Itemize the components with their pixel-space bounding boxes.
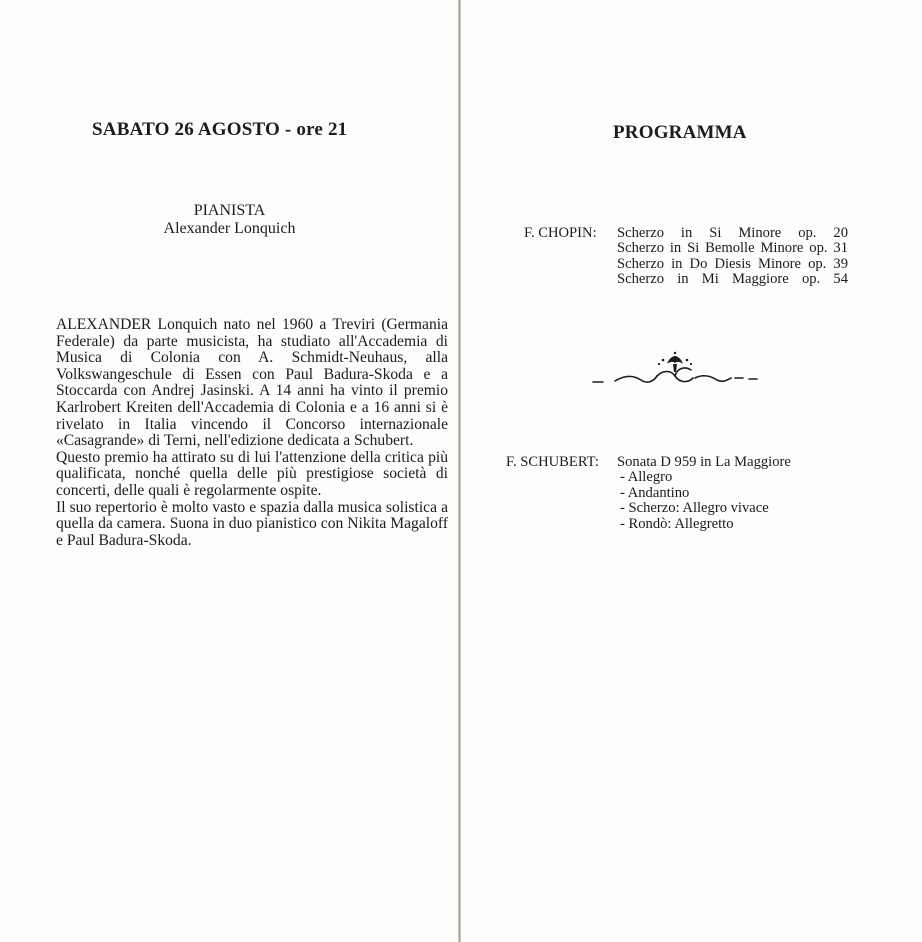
performer-role: PIANISTA [193, 202, 266, 219]
program-heading: PROGRAMMA [613, 122, 747, 143]
composer-chopin: F. CHOPIN: [524, 225, 597, 241]
flourish-ornament-icon [591, 350, 761, 390]
right-page [461, 0, 922, 942]
concert-date-heading: SABATO 26 AGOSTO - ore 21 [92, 119, 348, 140]
bio-paragraph-2: Questo premio ha attirato su di lui l'attenzione della critica più qualificata, nonché quella delle più prestigiose società di concerti, delle quali è regolarmente ospite. [56, 448, 448, 499]
bio-paragraph-3: Il suo repertorio è molto vasto e spazia dalla musica solistica a quella da camera. Suona in duo pianistico con Nikita Magaloff e Paul Badura-Skoda. [56, 498, 448, 549]
work-item: Scherzo in Do Diesis Minore op. 39 [617, 255, 848, 272]
movement-item: - Scherzo: Allegro vivace [620, 500, 769, 517]
chopin-works [617, 226, 848, 288]
movement-item: - Allegro [620, 469, 673, 486]
work-item: Scherzo in Mi Maggiore op. 54 [617, 271, 848, 288]
bio-paragraph-1: ALEXANDER Lonquich nato nel 1960 a Treviri (Germania Federale) da parte musicista, ha studiato all'Accademia di Musica di Colonia con A. Schmidt-Neuhaus, alla Volkswangeschule di Essen con Paul Badura-Skoda e a Stoccarda con Andrej Jasinski. A 14 anni ha vinto il premio Karlrobert Kreiten dell'Accademia di Colonia e a 16 anni si è rivelato in Italia vincendo il Concorso internazionale «Casagrande» di Terni, nell'edizione dedicata a Schubert. [56, 316, 448, 450]
movement-item: - Rondò: Allegretto [620, 515, 734, 532]
performer-block [0, 202, 459, 238]
composer-schubert: F. SCHUBERT: [506, 454, 599, 470]
work-item: Scherzo in Si Bemolle Minore op. 31 [617, 240, 848, 257]
biography [56, 317, 448, 549]
movement-item: - Andantino [620, 484, 690, 501]
performer-name: Alexander Lonquich [163, 220, 296, 237]
left-page [0, 0, 459, 942]
sonata-title: Sonata D 959 in La Maggiore [617, 454, 791, 470]
work-item: Scherzo in Si Minore op. 20 [617, 225, 848, 241]
schubert-works [617, 455, 791, 532]
